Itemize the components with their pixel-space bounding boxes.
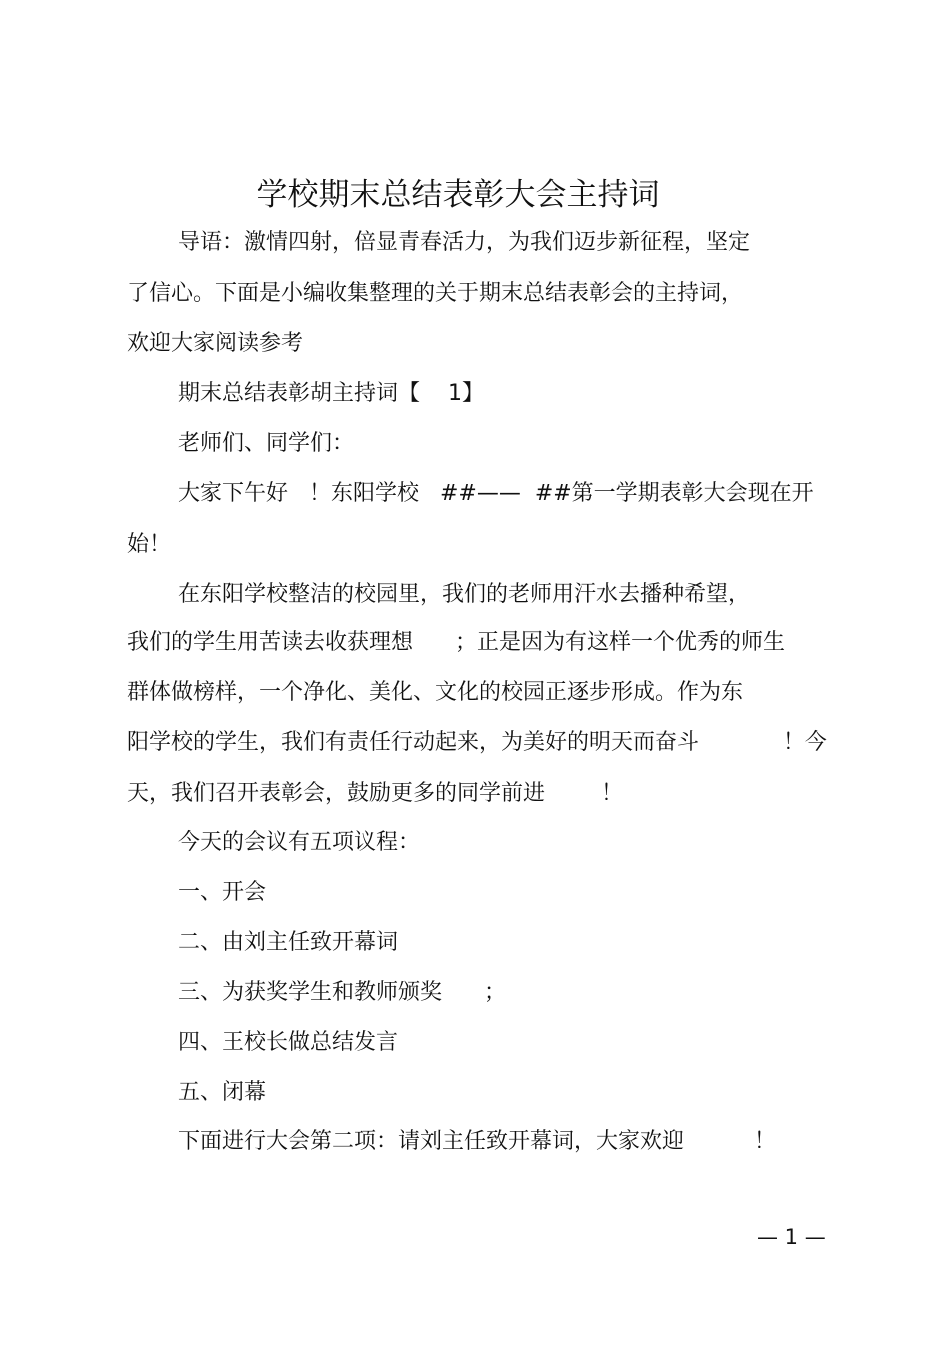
agenda-item: 一、开会 — [178, 880, 267, 905]
paragraph-line: 我们的学生用苦读去收获理想 ；正是因为有这样一个优秀的师生 — [127, 630, 785, 655]
section-heading: 期末总结表彰胡主持词【 1】 — [178, 381, 484, 406]
agenda-item: 四、王校长做总结发言 — [178, 1030, 399, 1055]
paragraph-line: 群体做榜样，一个净化、美化、文化的校园正逐步形成。作为东 — [127, 680, 744, 705]
paragraph-line: 欢迎大家阅读参考 — [127, 331, 304, 356]
paragraph-line: 老师们、同学们： — [178, 431, 355, 456]
paragraph-line: 天，我们召开表彰会，鼓励更多的同学前进 ！ — [127, 781, 623, 806]
paragraph-line: 在东阳学校整洁的校园里，我们的老师用汗水去播种希望， — [178, 582, 751, 607]
paragraph-line: 始！ — [127, 532, 172, 557]
page-number: — 1 — — [757, 1225, 826, 1249]
paragraph-line: 了信心。下面是小编收集整理的关于期末总结表彰会的主持词， — [127, 281, 744, 306]
document-title: 学校期末总结表彰大会主持词 — [256, 177, 660, 213]
paragraph-line: 下面进行大会第二项：请刘主任致开幕词，大家欢迎 ！ — [178, 1129, 776, 1154]
agenda-item: 三、为获奖学生和教师颁奖 ； — [178, 980, 506, 1005]
paragraph-line: 阳学校的学生，我们有责任行动起来，为美好的明天而奋斗 ！今 — [127, 730, 827, 755]
agenda-item: 二、由刘主任致开幕词 — [178, 930, 399, 955]
paragraph-line: 导语：激情四射，倍显青春活力，为我们迈步新征程，坚定 — [178, 230, 751, 255]
paragraph-line: 今天的会议有五项议程： — [178, 830, 421, 855]
agenda-item: 五、闭幕 — [178, 1080, 267, 1105]
paragraph-line: 大家下午好 ！东阳学校 ##—— ##第一学期表彰大会现在开 — [178, 481, 814, 506]
